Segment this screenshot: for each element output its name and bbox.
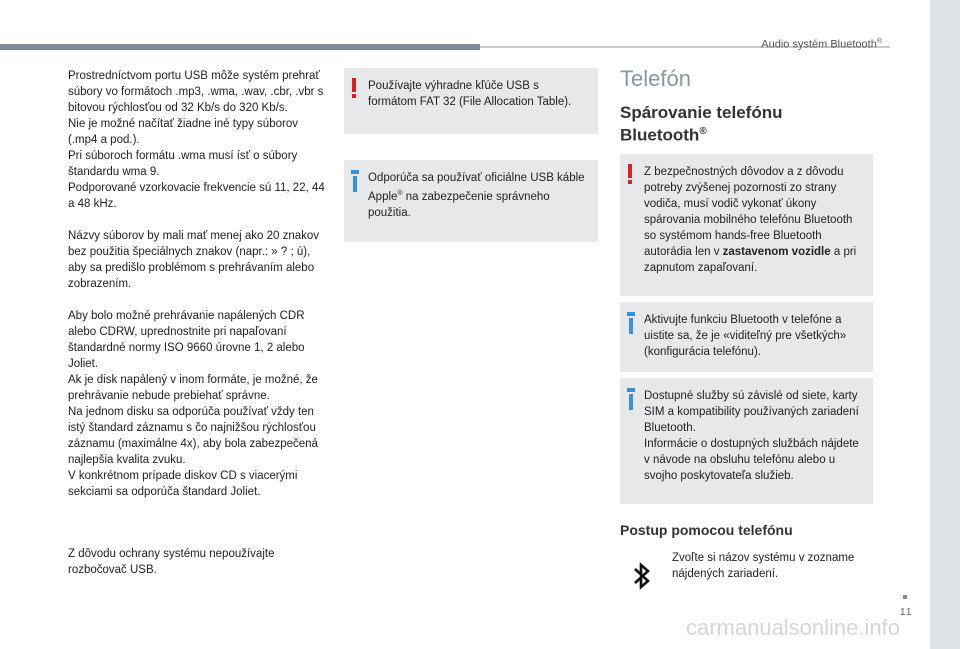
page-marker: [903, 595, 907, 599]
paragraph-usb-formats: Prostredníctvom portu USB môže systém prehrať súbory vo formátoch .mp3, .wma, .wav, .cbr, .vbr s bitovou rýchlosťou od 32 Kb/s do 320 Kb/s. Nie je možné načítať žiadne iné typy súborov (.mp4 a pod.). Pri súboroch formátu .wma musí ísť o súbory štandardu wma 9. Podporované vzorkovacie frekvencie sú 11, 22, 44 a 48 kHz.: [68, 70, 325, 210]
info-icon: [627, 388, 635, 410]
info-notice-services: Dostupné služby sú závislé od siete, karty SIM a kompatibility používaných zariadení Bluetooth. Informácie o dostupných službách nájdete v návode na obsluhu telefónu alebo u svojho poskytovateľa služieb.: [620, 378, 873, 504]
info-icon: [351, 170, 359, 192]
section-title: Telefón: [620, 66, 691, 91]
text-column-1: [68, 68, 330, 594]
watermark: carmanualsonline.info: [685, 615, 900, 640]
page-header-title: Audio systém Bluetooth®: [761, 38, 882, 51]
exclamation-icon: [628, 164, 632, 184]
info-icon: [627, 312, 635, 334]
info-notice-apple-cables: Odporúča sa používať oficiálne USB káble Apple® na zabezpečenie správneho použitia.: [344, 160, 598, 242]
page-edge-strip: [930, 0, 960, 649]
warning-notice-safety: Z bezpečnostných dôvodov a z dôvodu potreby zvýšenej pozornosti zo strany vodiča, musí vodič vykonať úkony spárovania mobilného telefónu Bluetooth so systémom hands-free Bluetooth autorádia len v zastavenom vozidle a pri zapnutom zapaľovaní.: [620, 154, 873, 296]
step-instruction: Zvoľte si názov systému v zozname nájdených zariadení.: [672, 552, 855, 580]
warning-notice-fat32: Používajte výhradne kľúče USB s formátom FAT 32 (File Allocation Table).: [344, 68, 598, 134]
paragraph-usb-hub: Z dôvodu ochrany systému nepoužívajte rozbočovač USB.: [68, 548, 275, 576]
subsection-title-procedure: Postup pomocou telefónu: [620, 522, 793, 538]
page-number: 11: [900, 607, 913, 618]
exclamation-icon: [352, 78, 356, 98]
bluetooth-icon: [631, 560, 653, 592]
subsection-title-pairing: Spárovanie telefónu Bluetooth®: [620, 103, 783, 145]
paragraph-cd-burning: Aby bolo možné prehrávanie napálených CDR alebo CDRW, uprednostnite pri napaľovaní štandardné normy ISO 9660 úrovne 1, 2 alebo Joliet. Ak je disk napálený v inom formáte, je možné, že prehrávanie nebude prebiehať správne. Na jednom disku sa odporúča používať vždy ten istý štandard záznamu s čo najnižšou rýchlosťou záznamu (maximálne 4x), aby bola zabezpečená najlepšia kvalita zvuku. V konkrétnom prípade diskov CD s viacerými sekciami sa odporúča štandard Joliet.: [68, 310, 318, 498]
header-accent-bar: [0, 44, 480, 50]
paragraph-file-names: Názvy súborov by mali mať menej ako 20 znakov bez použitia špeciálnych znakov (napr.: » ? ; ù), aby sa predišlo problémom s prehrávaním alebo zobrazením.: [68, 230, 320, 290]
info-notice-activate-bluetooth: Aktivujte funkciu Bluetooth v telefóne a uistite sa, že je «viditeľný pre všetkých» (konfigurácia telefónu).: [620, 302, 873, 372]
